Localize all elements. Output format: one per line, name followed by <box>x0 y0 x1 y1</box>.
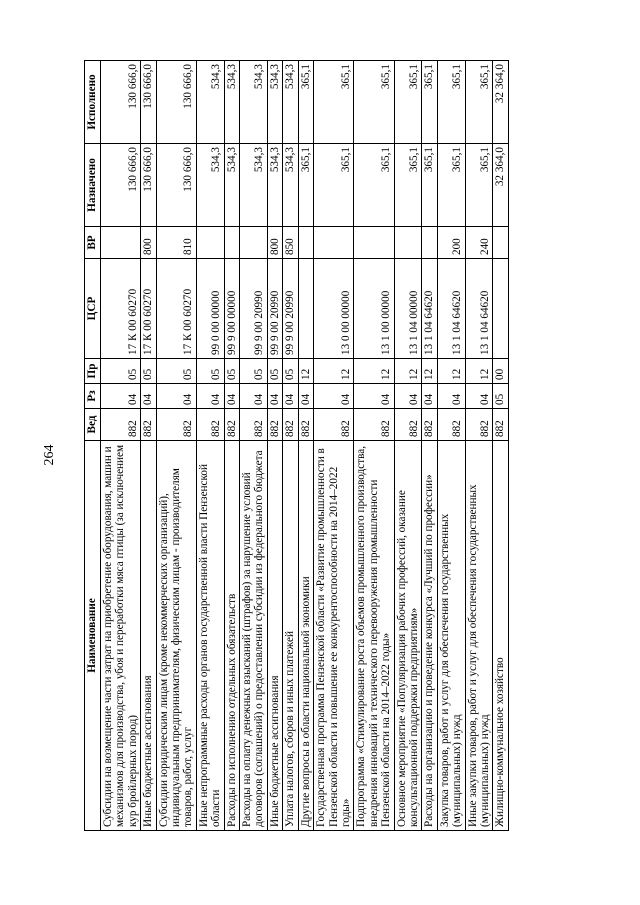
table-row <box>141 61 156 831</box>
cell-pr: 05 <box>196 359 224 384</box>
page-number: 264 <box>42 444 57 466</box>
header-csr: ЦСР <box>85 259 101 359</box>
cell-rz: 04 <box>224 384 239 409</box>
cell-rz: 04 <box>283 384 298 409</box>
cell-name: Субсидии на возмещение части затрат на приобретение оборудования, машин и механизмов для производства, убоя и переработки мяса птицы (за исключением кур бройлерных пород) <box>101 441 141 831</box>
cell-vr: 240 <box>465 227 493 259</box>
cell-rz: 04 <box>141 384 156 409</box>
cell-vr: 850 <box>283 227 298 259</box>
cell-ved: 882 <box>354 409 394 441</box>
cell-ved: 882 <box>394 409 422 441</box>
cell-name: Основное мероприятие «Популяризация рабочих профессий, оказание консультационной поддержки предприятиям» <box>394 441 422 831</box>
cell-assigned: 130 666,0 <box>141 144 156 227</box>
cell-rz: 04 <box>101 384 141 409</box>
cell-vr: 200 <box>437 227 465 259</box>
cell-assigned: 365,1 <box>394 144 422 227</box>
table-row <box>314 61 354 831</box>
cell-name: Закупка товаров, работ и услуг для обеспечения государственных (муниципальных) нужд <box>437 441 465 831</box>
cell-csr: 99 9 00 20990 <box>283 259 298 359</box>
cell-pr: 00 <box>493 359 508 384</box>
budget-table <box>84 60 509 831</box>
cell-csr: 99 9 00 20990 <box>240 259 268 359</box>
header-vr: ВР <box>85 227 101 259</box>
cell-name: Иные бюджетные ассигнования <box>267 441 282 831</box>
cell-pr: 05 <box>156 359 196 384</box>
table-row <box>283 61 298 831</box>
cell-vr <box>314 227 354 259</box>
cell-pr: 12 <box>394 359 422 384</box>
cell-vr <box>196 227 224 259</box>
table-row <box>394 61 422 831</box>
header-name: Наименование <box>85 441 101 831</box>
cell-assigned: 32 364,0 <box>493 144 508 227</box>
cell-executed: 365,1 <box>394 61 422 144</box>
table-row <box>196 61 224 831</box>
cell-csr: 17 К 00 60270 <box>156 259 196 359</box>
cell-pr: 12 <box>354 359 394 384</box>
cell-ved: 882 <box>437 409 465 441</box>
cell-pr: 12 <box>298 359 313 384</box>
cell-executed: 534,3 <box>283 61 298 144</box>
cell-executed: 32 364,0 <box>493 61 508 144</box>
cell-executed: 534,3 <box>196 61 224 144</box>
cell-csr: 13 1 00 00000 <box>354 259 394 359</box>
cell-vr <box>394 227 422 259</box>
table-row <box>493 61 508 831</box>
cell-rz: 04 <box>156 384 196 409</box>
cell-vr: 800 <box>267 227 282 259</box>
cell-csr: 99 9 00 00000 <box>224 259 239 359</box>
cell-csr: 13 0 00 00000 <box>314 259 354 359</box>
cell-vr <box>354 227 394 259</box>
cell-name: Расходы на оплату денежных взысканий (штрафов) за нарушение условий договоров (соглашений) о предоставлении субсидии из федерального бюджета <box>240 441 268 831</box>
table-row <box>422 61 437 831</box>
cell-pr: 05 <box>224 359 239 384</box>
cell-assigned: 534,3 <box>196 144 224 227</box>
cell-csr: 13 1 04 64620 <box>422 259 437 359</box>
cell-vr <box>240 227 268 259</box>
table-row <box>101 61 141 831</box>
cell-executed: 130 666,0 <box>101 61 141 144</box>
cell-vr <box>224 227 239 259</box>
cell-executed: 130 666,0 <box>141 61 156 144</box>
cell-name: Подпрограмма «Стимулирование роста объемов промышленного производства, внедрения инноваций и технического перевооружения промышленности Пензенской области на 2014–2022 годы» <box>354 441 394 831</box>
cell-pr: 12 <box>437 359 465 384</box>
cell-executed: 534,3 <box>267 61 282 144</box>
cell-name: Другие вопросы в области национальной экономики <box>298 441 313 831</box>
cell-csr: 13 1 04 64620 <box>437 259 465 359</box>
cell-rz: 04 <box>354 384 394 409</box>
cell-rz: 05 <box>493 384 508 409</box>
cell-csr: 17 К 00 60270 <box>101 259 141 359</box>
cell-ved: 882 <box>156 409 196 441</box>
cell-csr: 99 9 00 20990 <box>267 259 282 359</box>
cell-executed: 534,3 <box>224 61 239 144</box>
cell-vr: 810 <box>156 227 196 259</box>
cell-rz: 04 <box>240 384 268 409</box>
cell-ved: 882 <box>493 409 508 441</box>
cell-assigned: 365,1 <box>422 144 437 227</box>
cell-name: Жилищно-коммунальное хозяйство <box>493 441 508 831</box>
cell-executed: 365,1 <box>465 61 493 144</box>
table-row <box>354 61 394 831</box>
cell-rz: 04 <box>422 384 437 409</box>
cell-rz: 04 <box>298 384 313 409</box>
cell-rz: 04 <box>465 384 493 409</box>
cell-vr: 800 <box>141 227 156 259</box>
cell-csr: 99 0 00 00000 <box>196 259 224 359</box>
cell-assigned: 130 666,0 <box>101 144 141 227</box>
cell-assigned: 365,1 <box>465 144 493 227</box>
cell-executed: 534,3 <box>240 61 268 144</box>
table-row <box>156 61 196 831</box>
cell-executed: 365,1 <box>314 61 354 144</box>
cell-ved: 882 <box>196 409 224 441</box>
cell-vr <box>493 227 508 259</box>
cell-rz: 04 <box>394 384 422 409</box>
cell-vr <box>298 227 313 259</box>
cell-assigned: 365,1 <box>354 144 394 227</box>
cell-rz: 04 <box>196 384 224 409</box>
cell-csr: 13 1 04 64620 <box>465 259 493 359</box>
header-executed: Исполнено <box>85 61 101 144</box>
cell-name: Расходы по исполнению отдельных обязательств <box>224 441 239 831</box>
cell-ved: 882 <box>422 409 437 441</box>
cell-name: Иные бюджетные ассигнования <box>141 441 156 831</box>
header-ved: Вед <box>85 409 101 441</box>
table-row <box>437 61 465 831</box>
cell-name: Расходы на организацию и проведение конкурса «Лучший по профессии» <box>422 441 437 831</box>
table-row <box>224 61 239 831</box>
cell-csr <box>493 259 508 359</box>
cell-rz: 04 <box>267 384 282 409</box>
header-assigned: Назначено <box>85 144 101 227</box>
cell-ved: 882 <box>465 409 493 441</box>
cell-csr: 17 К 00 60270 <box>141 259 156 359</box>
cell-rz: 04 <box>314 384 354 409</box>
cell-ved: 882 <box>141 409 156 441</box>
header-row <box>85 61 101 831</box>
cell-executed: 365,1 <box>298 61 313 144</box>
cell-executed: 130 666,0 <box>156 61 196 144</box>
cell-executed: 365,1 <box>354 61 394 144</box>
cell-pr: 05 <box>101 359 141 384</box>
cell-assigned: 534,3 <box>240 144 268 227</box>
cell-assigned: 534,3 <box>283 144 298 227</box>
cell-pr: 05 <box>283 359 298 384</box>
cell-executed: 365,1 <box>422 61 437 144</box>
cell-name: Уплата налогов, сборов и иных платежей <box>283 441 298 831</box>
cell-assigned: 365,1 <box>298 144 313 227</box>
header-rz: Рз <box>85 384 101 409</box>
table-row <box>240 61 268 831</box>
cell-name: Иные непрограммные расходы органов государственной власти Пензенской области <box>196 441 224 831</box>
cell-ved: 882 <box>298 409 313 441</box>
cell-vr <box>101 227 141 259</box>
rotated-table-container <box>84 61 572 831</box>
cell-assigned: 365,1 <box>314 144 354 227</box>
cell-assigned: 130 666,0 <box>156 144 196 227</box>
cell-pr: 05 <box>240 359 268 384</box>
cell-name: Иные закупки товаров, работ и услуг для обеспечения государственных (муниципальных) нужд <box>465 441 493 831</box>
cell-ved: 882 <box>240 409 268 441</box>
cell-name: Государственная программа Пензенской области «Развитие промышленности в Пензенской области и повышение ее конкурентоспособности на 2014–2022 годы» <box>314 441 354 831</box>
cell-pr: 05 <box>141 359 156 384</box>
cell-ved: 882 <box>283 409 298 441</box>
cell-assigned: 534,3 <box>267 144 282 227</box>
cell-rz: 04 <box>437 384 465 409</box>
table-row <box>267 61 282 831</box>
cell-pr: 05 <box>267 359 282 384</box>
header-pr: Пр <box>85 359 101 384</box>
cell-ved: 882 <box>101 409 141 441</box>
table-row <box>465 61 493 831</box>
cell-executed: 365,1 <box>437 61 465 144</box>
cell-pr: 12 <box>314 359 354 384</box>
cell-pr: 12 <box>422 359 437 384</box>
cell-assigned: 534,3 <box>224 144 239 227</box>
cell-name: Субсидии юридическим лицам (кроме некоммерческих организаций), индивидуальным предпринимателям, физическим лицам - производителям товаров, работ, услуг <box>156 441 196 831</box>
cell-pr: 12 <box>465 359 493 384</box>
cell-ved: 882 <box>314 409 354 441</box>
cell-ved: 882 <box>224 409 239 441</box>
cell-csr: 13 1 04 00000 <box>394 259 422 359</box>
table-row <box>298 61 313 831</box>
cell-assigned: 365,1 <box>437 144 465 227</box>
cell-ved: 882 <box>267 409 282 441</box>
cell-csr <box>298 259 313 359</box>
cell-vr <box>422 227 437 259</box>
